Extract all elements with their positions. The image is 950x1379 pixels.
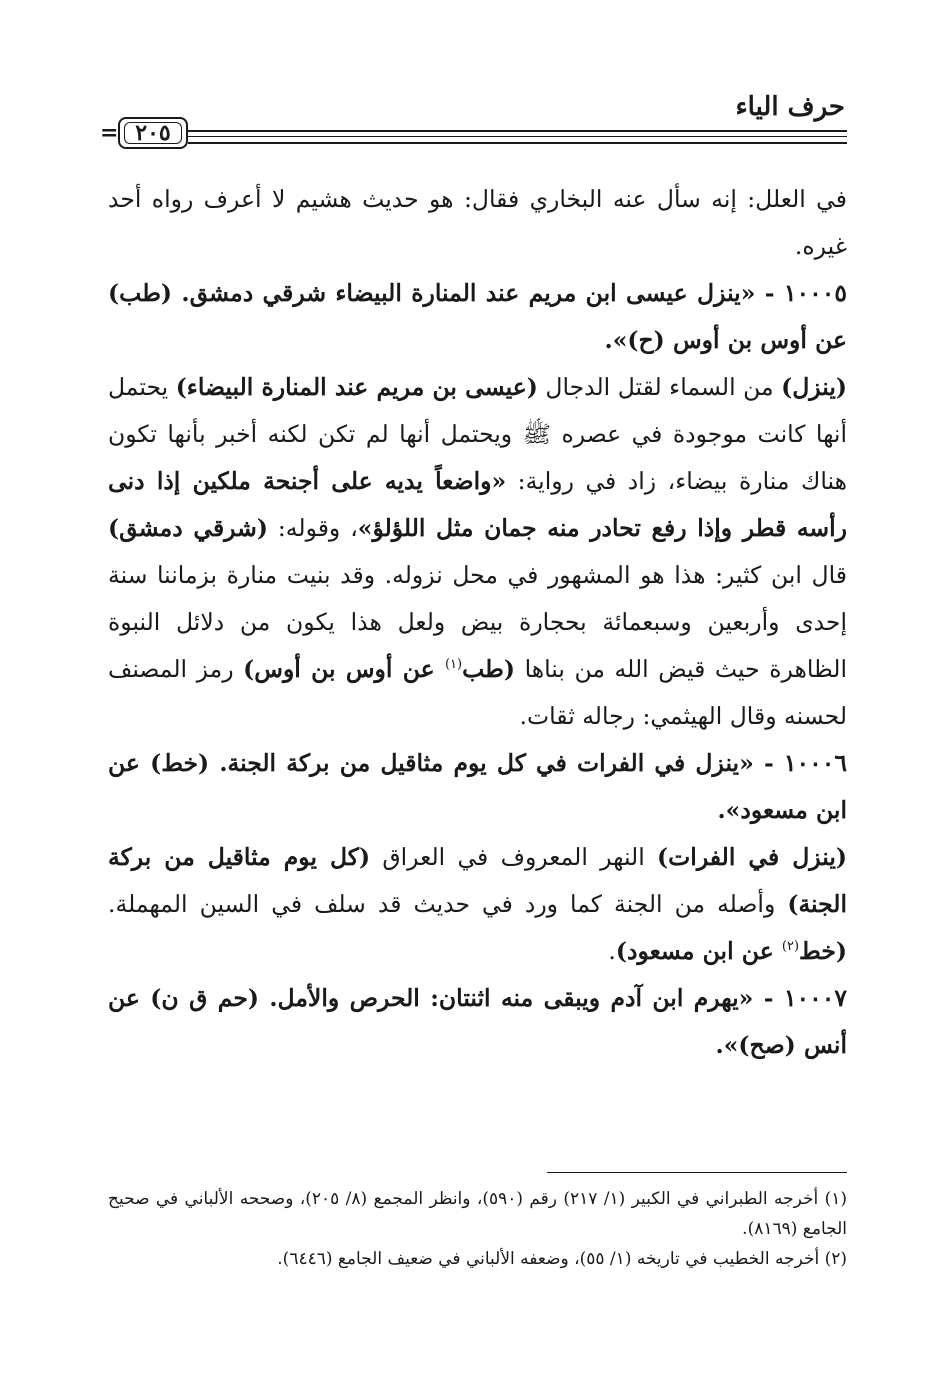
footnote-separator <box>547 1172 847 1173</box>
hadith-10005: ١٠٠٠٥ - «ينزل عيسى ابن مريم عند المنارة البيضاء شرقي دمشق. (طب) عن أوس بن أوس (ح)». <box>108 279 847 354</box>
page-number: ٢٠٥ <box>118 117 188 149</box>
header-rule-middle <box>188 136 847 137</box>
header-rule-top <box>188 130 847 132</box>
commentary-10006: (ينزل في الفرات) النهر المعروف في العراق (كل يوم مثاقيل من بركة الجنة) وأصله من الجنة كما ورد في حديث قد سلف في السين المهملة. (خط$^{(٢)}$ عن ابن مسعود). <box>108 843 847 965</box>
footnote-ref-1: (١) <box>444 657 463 673</box>
footnote-ref-2: (٢) <box>781 939 800 955</box>
continuation-mark: = <box>100 120 119 146</box>
header-rule-bottom <box>188 142 847 144</box>
paragraph-continuation: في العلل: إنه سأل عنه البخاري فقال: هو حديث هشيم لا أعرف رواه أحد غيره. <box>108 185 847 260</box>
hadith-10006: ١٠٠٠٦ - «ينزل في الفرات في كل يوم مثاقيل من بركة الجنة. (خط) عن ابن مسعود». <box>108 749 847 824</box>
chapter-title: حرف الياء <box>735 92 845 122</box>
footnote-1: (١) أخرجه الطبراني في الكبير (١/ ٢١٧) رقم (٥٩٠)، وانظر المجمع (٨/ ٢٠٥)، وصححه الألباني في صحيح الجامع (٨١٦٩). <box>108 1189 847 1239</box>
hadith-10007: ١٠٠٠٧ - «يهرم ابن آدم ويبقى منه اثنتان: الحرص والأمل. (حم ق ن) عن أنس (صح)». <box>108 984 847 1059</box>
footnotes <box>108 1184 847 1274</box>
commentary-10005: (ينزل) من السماء لقتل الدجال (عيسى بن مريم عند المنارة البيضاء) يحتمل أنها كانت موجودة في عصره ﷺ ويحتمل أنها لم تكن لكنه أخبر بأنها تكون هناك منارة بيضاء، زاد في رواية: «واضعاً يديه على أجنحة ملكين إذا دنى رأسه قطر وإذا رفع تحادر منه جمان مثل اللؤلؤ»، وقوله: (شرقي دمشق) قال ابن كثير: هذا هو المشهور في محل نزوله. وقد بنيت منارة بزماننا سنة إحدى وأربعين وسبعمائة بحجارة بيض ولعل هذا يكون من دلائل النبوة الظاهرة حيث قيض الله من بناها (طب$^{(١)}$ عن أوس بن أوس) رمز المصنف لحسنه وقال الهيثمي: رجاله ثقات. <box>108 373 847 730</box>
footnote-2: (٢) أخرجه الخطيب في تاريخه (١/ ٥٥)، وضعفه الألباني في ضعيف الجامع (٦٤٤٦). <box>277 1249 847 1269</box>
main-text <box>108 176 847 1069</box>
